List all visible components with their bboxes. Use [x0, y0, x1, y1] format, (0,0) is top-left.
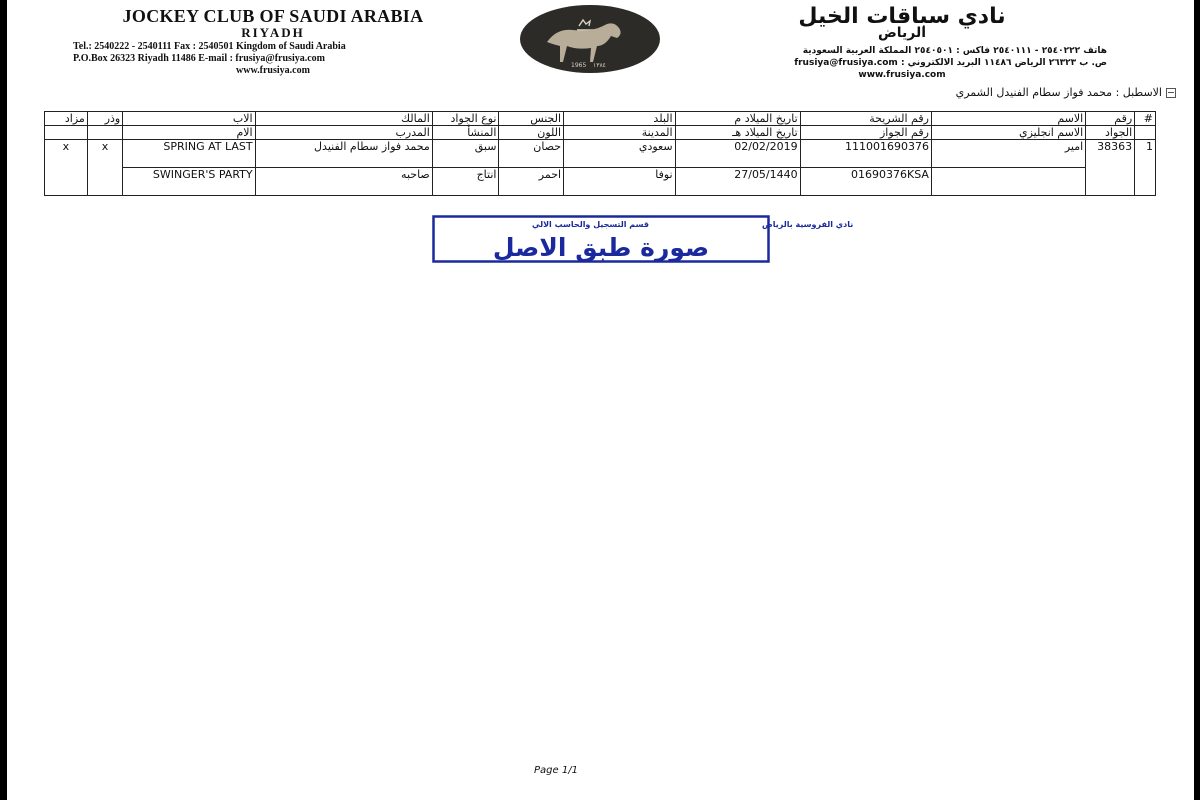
contact-line-ar: هاتف ٢٥٤٠٢٢٢ - ٢٥٤٠١١١ فاكس : ٢٥٤٠٥٠١ المملكة العربية السعودية: [802, 46, 1107, 56]
col-header-2-origin: المنشأ: [432, 126, 499, 140]
page-number: Page 1/1: [534, 765, 578, 776]
table-row: [45, 140, 1156, 168]
col-header-2-dam: الام: [123, 126, 255, 140]
col-header-horse-type: نوع الجواد: [432, 112, 499, 126]
col-header-2-birth-h: تاريخ الميلاد هـ: [675, 126, 800, 140]
cell-chip-number: 111001690376: [800, 140, 931, 168]
col-header-2-horse: الجواد: [1086, 126, 1135, 140]
cell-birth-date-g: 02/02/2019: [675, 140, 800, 168]
club-name-en: JOCKEY CLUB OF SAUDI ARABIA: [122, 6, 424, 26]
col-header-2-color: اللون: [499, 126, 564, 140]
logo-year-left: 1965: [571, 62, 587, 69]
horse-emblem-icon: [517, 4, 663, 74]
cell-name-en: [931, 168, 1085, 196]
cell-sex: حصان: [499, 140, 564, 168]
cell-dam: SWINGER'S PARTY: [123, 168, 255, 196]
cell-birth-date-h: 27/05/1440: [675, 168, 800, 196]
cell-sire: SPRING AT LAST: [123, 140, 255, 168]
city-ar: الرياض: [877, 25, 927, 41]
cell-origin: انتاج: [432, 168, 499, 196]
stable-label-row: [956, 86, 1176, 99]
col-header-2-empty-2: [45, 126, 88, 140]
stamp-top-left: قسم التسجيل والحاسب الالي: [532, 220, 649, 229]
contact-line-en: Tel.: 2540222 - 2540111 Fax : 2540501 Kingdom of Saudi Arabia: [73, 41, 346, 52]
website-ar: www.frusiya.com: [858, 70, 946, 80]
col-header-name: الاسم: [931, 112, 1085, 126]
club-name-ar: نادي سباقات الخيل: [798, 4, 1006, 29]
col-header-2-empty-1: [87, 126, 122, 140]
checkbox-icon: [1166, 88, 1176, 98]
cell-auction: x: [45, 140, 88, 196]
cell-horse-type: سبق: [432, 140, 499, 168]
header-arabic: [697, 4, 1107, 81]
col-header-birth-g: تاريخ الميلاد م: [675, 112, 800, 126]
cell-passport-number: 01690376KSA: [800, 168, 931, 196]
col-header-wthr: وذر: [87, 112, 122, 126]
col-header-2-city: المدينة: [564, 126, 676, 140]
col-header-2-passport: رقم الجواز: [800, 126, 931, 140]
document-page: [7, 0, 1194, 800]
col-header-2-name-en: الاسم انجليزي: [931, 126, 1085, 140]
cell-city: نوفا: [564, 168, 676, 196]
address-line-ar: ص. ب ٢٦٣٢٣ الرياض ١١٤٨٦ البريد الالكتروني : frusiya@frusiya.com: [794, 58, 1107, 68]
cell-name-ar: امير: [931, 140, 1085, 168]
cell-trainer: صاحبه: [255, 168, 432, 196]
col-header-2-index: [1135, 126, 1156, 140]
cell-color: احمر: [499, 168, 564, 196]
city-en: RIYADH: [241, 25, 305, 40]
cell-owner: محمد فواز سطام الفنيدل: [255, 140, 432, 168]
header-english: [73, 6, 473, 77]
col-header-sex: الجنس: [499, 112, 564, 126]
website-en: www.frusiya.com: [236, 65, 310, 76]
col-header-chip: رقم الشريحة: [800, 112, 931, 126]
col-header-country: البلد: [564, 112, 676, 126]
horse-registration-table: [44, 111, 1156, 196]
col-header-index: #: [1135, 112, 1156, 126]
cell-horse-number: 38363: [1086, 140, 1135, 196]
stable-label: الاسطبل : محمد فواز سطام الفنيدل الشمري: [955, 86, 1162, 99]
cell-country: سعودي: [564, 140, 676, 168]
certified-copy-stamp: [432, 215, 854, 263]
col-header-horse-number: رقم: [1086, 112, 1135, 126]
cell-wthr: x: [87, 140, 122, 196]
table-header-row-1: [45, 112, 1156, 126]
stamp-top-right: نادي الفروسية بالرياض: [762, 220, 854, 229]
stamp-main-text: صورة طبق الاصل: [492, 233, 710, 262]
col-header-owner: المالك: [255, 112, 432, 126]
table-header-row-2: [45, 126, 1156, 140]
col-header-auction: مزاد: [45, 112, 88, 126]
address-line-en: P.O.Box 26323 Riyadh 11486 E-mail : frusiya@frusiya.com: [73, 53, 325, 64]
logo-year-right: ١٣٨٤: [593, 62, 606, 69]
col-header-2-trainer: المدرب: [255, 126, 432, 140]
table-row: [45, 168, 1156, 196]
cell-index: 1: [1135, 140, 1156, 196]
col-header-sire: الاب: [123, 112, 255, 126]
